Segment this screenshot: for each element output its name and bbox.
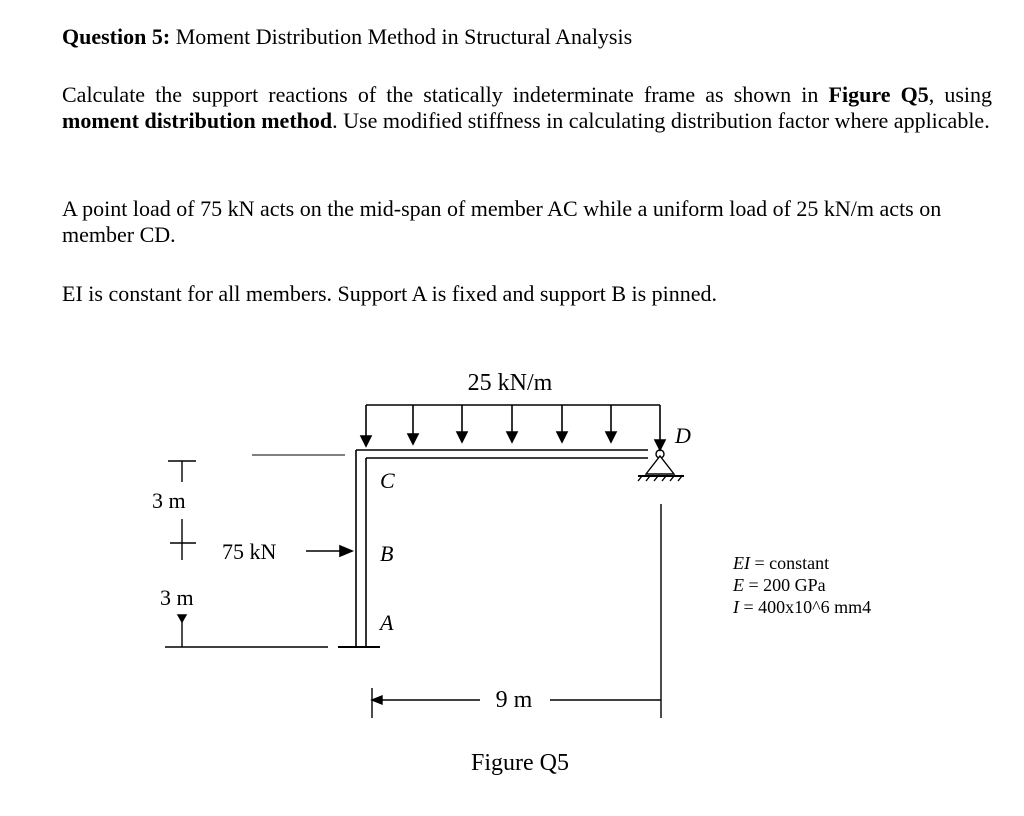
udl-label: 25 kN/m bbox=[467, 370, 553, 396]
paragraph-supports: EI is constant for all members. Support A is fixed and support B is pinned. bbox=[62, 281, 718, 306]
dim-span-label: 9 m bbox=[495, 687, 533, 713]
e-symbol: E bbox=[733, 575, 744, 595]
material-properties bbox=[733, 552, 871, 618]
ei-value: = constant bbox=[750, 553, 830, 573]
point-load-arrow bbox=[306, 546, 352, 556]
node-b-label: B bbox=[380, 541, 394, 566]
prop-i bbox=[733, 596, 871, 618]
question-label: Question 5: bbox=[62, 24, 171, 49]
prop-e bbox=[733, 574, 871, 596]
question-title: Moment Distribution Method in Structural Analysis bbox=[175, 24, 633, 49]
point-load-label: 75 kN bbox=[222, 539, 277, 564]
udl-arrows bbox=[361, 405, 665, 450]
pin-support-d bbox=[638, 450, 684, 481]
node-c-label: C bbox=[380, 468, 395, 493]
i-symbol: I bbox=[733, 597, 739, 617]
e-value: = 200 GPa bbox=[744, 575, 826, 595]
node-a-label: A bbox=[380, 610, 394, 635]
method-name: moment distribution method bbox=[62, 108, 333, 133]
column-ac bbox=[356, 450, 366, 647]
ei-symbol: EI bbox=[733, 553, 750, 573]
node-d-label: D bbox=[675, 423, 691, 448]
dim-upper-label: 3 m bbox=[152, 488, 186, 513]
figure-caption: Figure Q5 bbox=[471, 750, 569, 776]
p1-text-2: , using bbox=[928, 82, 992, 107]
p1-text-1: Calculate the support reactions of the statically indeterminate frame as shown in bbox=[62, 82, 829, 107]
p1-text-3: . Use modified stiffness in calculating distribution factor where applicable. bbox=[332, 108, 990, 133]
i-value: = 400x10^6 mm4 bbox=[739, 597, 872, 617]
dim-lower-label: 3 m bbox=[160, 585, 194, 610]
prop-ei bbox=[733, 552, 871, 574]
figure-reference: Figure Q5 bbox=[828, 82, 929, 107]
beam-cd bbox=[252, 450, 648, 458]
paragraph-loads: A point load of 75 kN acts on the mid-span of member AC while a uniform load of 25 kN/m acts on member CD. bbox=[62, 196, 942, 247]
